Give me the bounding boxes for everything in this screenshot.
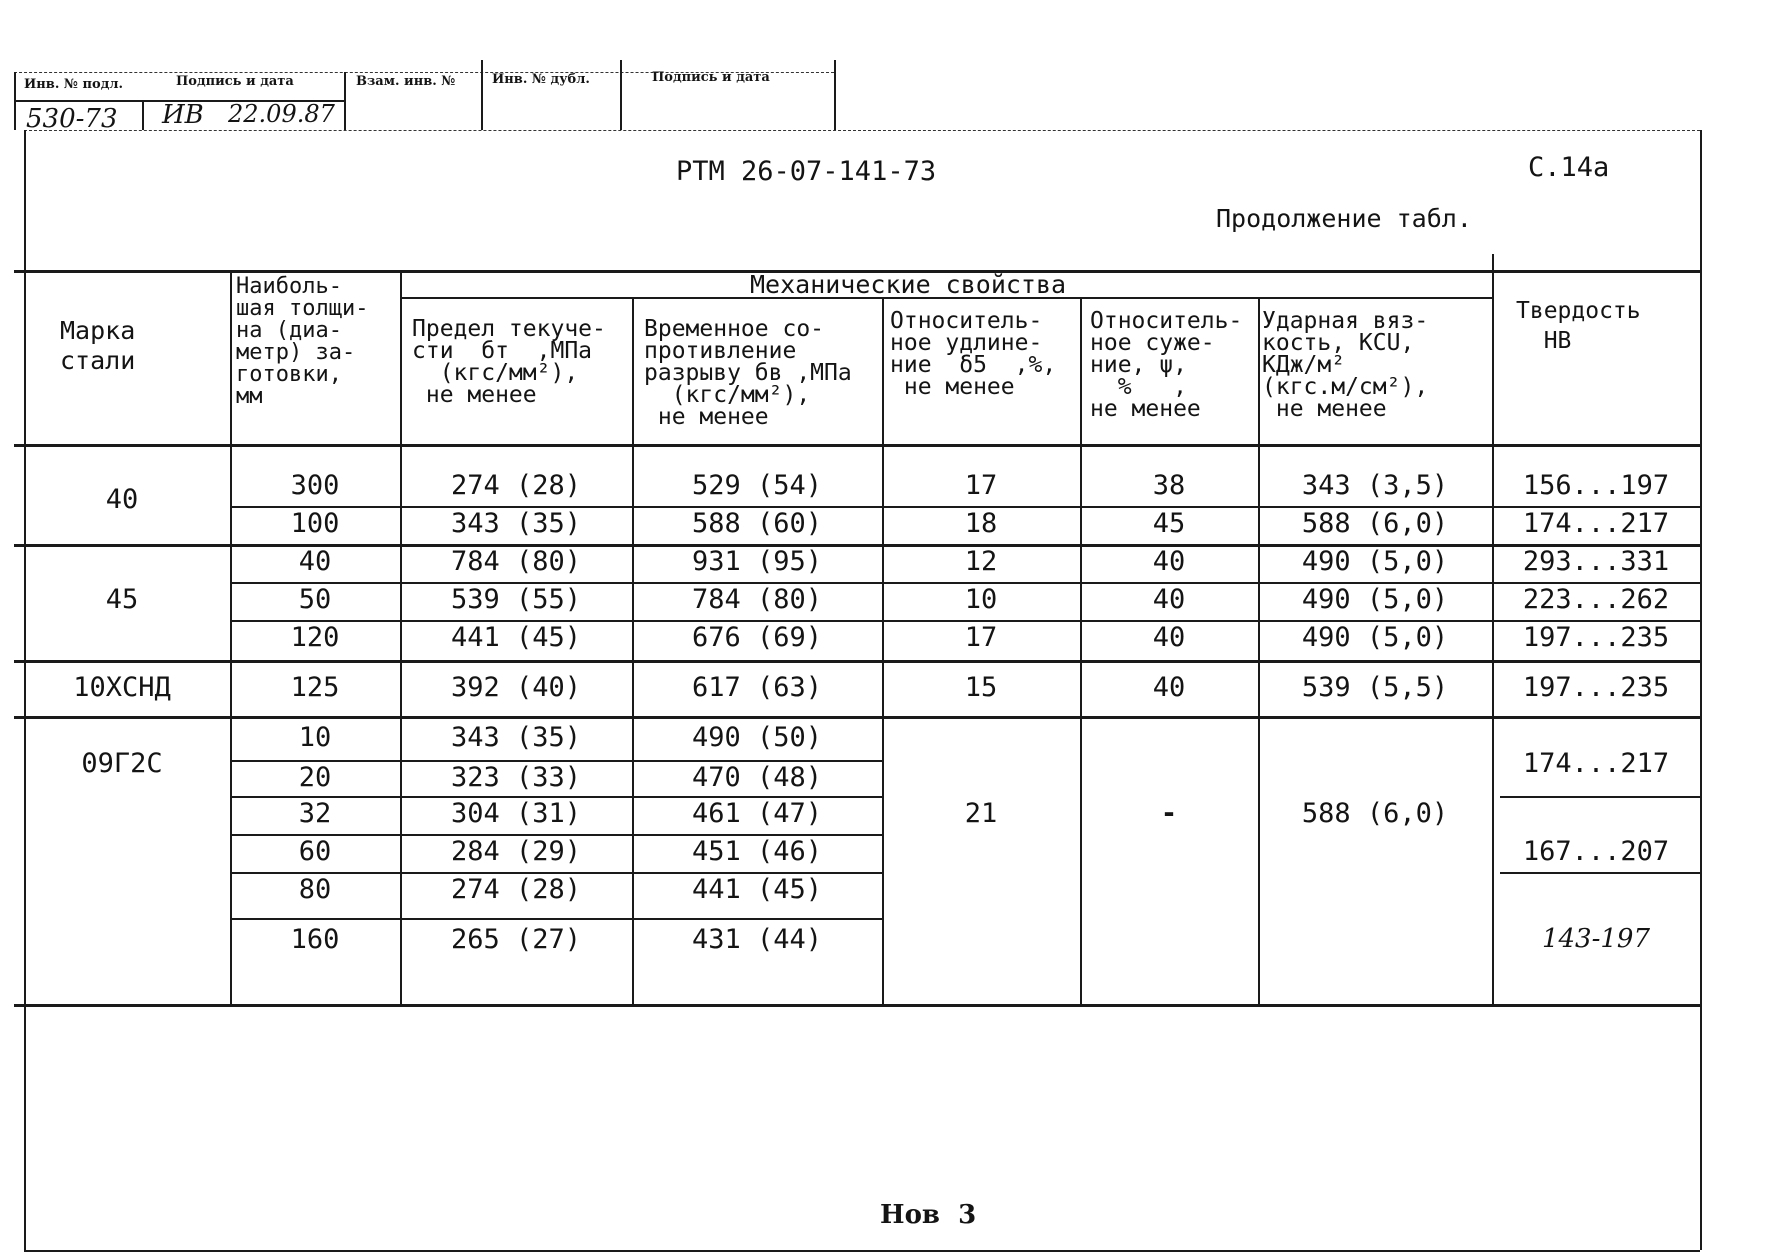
cell-elongation: 12 <box>964 546 998 577</box>
cell-yield: 539 (55) <box>450 584 582 615</box>
cell-elongation: 15 <box>964 672 998 703</box>
cell-thickness: 100 <box>290 508 340 539</box>
cell-hardness: 197...235 <box>1522 622 1670 653</box>
cell-elongation: 10 <box>964 584 998 615</box>
stamp-label-inv-orig: Инв. № подл. <box>24 77 124 92</box>
page-number: С.14а <box>1528 152 1610 183</box>
cell-thickness: 125 <box>290 672 340 703</box>
cell-hardness-a: 174...217 <box>1522 748 1670 779</box>
cell-yield: 343 (35) <box>450 722 582 753</box>
steel-grade-10hsnd: 10ХСНД <box>73 672 171 703</box>
cell-tensile: 431 (44) <box>691 924 823 955</box>
header-thickness: Наиболь- шая толщи- на (диа- метр) за- готовки, мм <box>236 274 369 409</box>
cell-tensile: 441 (45) <box>691 874 823 905</box>
cell-impact: 539 (5,5) <box>1301 672 1449 703</box>
cell-yield: 392 (40) <box>450 672 582 703</box>
cell-thickness: 10 <box>298 722 332 753</box>
cell-tensile: 784 (80) <box>691 584 823 615</box>
cell-hardness: 223...262 <box>1522 584 1670 615</box>
stamp-label-dup-inv: Инв. № дубл. <box>492 72 590 87</box>
cell-reduction: 45 <box>1152 508 1186 539</box>
cell-elongation: 17 <box>964 470 998 501</box>
cell-yield: 784 (80) <box>450 546 582 577</box>
cell-elongation-merged: 21 <box>964 798 998 829</box>
header-steel-grade: Марка стали <box>60 316 136 375</box>
cell-yield: 304 (31) <box>450 798 582 829</box>
table-continuation: Продолжение табл. <box>1216 204 1472 233</box>
cell-reduction: 40 <box>1152 584 1186 615</box>
cell-hardness: 197...235 <box>1522 672 1670 703</box>
cell-yield: 323 (33) <box>450 762 582 793</box>
stamp-inv-number: 530-73 <box>26 104 118 134</box>
cell-tensile: 451 (46) <box>691 836 823 867</box>
cell-reduction: 38 <box>1152 470 1186 501</box>
cell-tensile: 931 (95) <box>691 546 823 577</box>
cell-impact: 490 (5,0) <box>1301 622 1449 653</box>
steel-grade-40: 40 <box>105 484 139 515</box>
document-code: РТМ 26-07-141-73 <box>676 156 937 187</box>
cell-yield: 284 (29) <box>450 836 582 867</box>
header-mechanical-properties: Механические свойства <box>750 270 1067 299</box>
cell-yield: 441 (45) <box>450 622 582 653</box>
cell-yield: 274 (28) <box>450 874 582 905</box>
cell-thickness: 80 <box>298 874 332 905</box>
header-yield-strength: Предел текуче- сти бт ,МПа (кгс/мм²), не менее <box>412 316 606 408</box>
cell-tensile: 588 (60) <box>691 508 823 539</box>
steel-grade-45: 45 <box>105 584 139 615</box>
header-impact-toughness: Ударная вяз- кость, KCU, КДж/м² (кгс.м/см²), не менее <box>1262 308 1429 422</box>
cell-tensile: 470 (48) <box>691 762 823 793</box>
cell-elongation: 18 <box>964 508 998 539</box>
cell-elongation: 17 <box>964 622 998 653</box>
stamp-label-signature-date-2: Подпись и дата <box>652 70 770 85</box>
cell-thickness: 160 <box>290 924 340 955</box>
revision-note: Нов 3 <box>880 1200 977 1230</box>
stamp-date: 22.09.87 <box>228 100 335 128</box>
steel-grade-09g2s: 09Г2С <box>81 748 163 779</box>
header-elongation: Относитель- ное удлине- ние δ5 ,%, не менее <box>890 308 1057 400</box>
header-reduction: Относитель- ное суже- ние, ψ, % , не менее <box>1090 308 1243 422</box>
cell-tensile: 617 (63) <box>691 672 823 703</box>
cell-reduction-merged: - <box>1160 798 1178 829</box>
header-tensile-strength: Временное со- противление разрыву бв ,МПа (кгс/мм²), не менее <box>644 316 852 430</box>
header-hardness: Твердость НВ <box>1516 298 1641 354</box>
cell-reduction: 40 <box>1152 546 1186 577</box>
cell-thickness: 32 <box>298 798 332 829</box>
cell-reduction: 40 <box>1152 622 1186 653</box>
cell-tensile: 490 (50) <box>691 722 823 753</box>
stamp-label-signature-date: Подпись и дата <box>176 74 294 89</box>
stamp-label-replaced-inv: Взам. инв. № <box>356 74 456 89</box>
cell-tensile: 529 (54) <box>691 470 823 501</box>
cell-hardness-b: 167...207 <box>1522 836 1670 867</box>
cell-hardness: 293...331 <box>1522 546 1670 577</box>
cell-hardness: 156...197 <box>1522 470 1670 501</box>
cell-thickness: 50 <box>298 584 332 615</box>
cell-tensile: 461 (47) <box>691 798 823 829</box>
cell-impact-merged: 588 (6,0) <box>1301 798 1449 829</box>
cell-thickness: 300 <box>290 470 340 501</box>
cell-yield: 274 (28) <box>450 470 582 501</box>
cell-thickness: 120 <box>290 622 340 653</box>
cell-hardness: 174...217 <box>1522 508 1670 539</box>
cell-thickness: 20 <box>298 762 332 793</box>
cell-tensile: 676 (69) <box>691 622 823 653</box>
cell-thickness: 40 <box>298 546 332 577</box>
cell-reduction: 40 <box>1152 672 1186 703</box>
cell-yield: 343 (35) <box>450 508 582 539</box>
cell-impact: 343 (3,5) <box>1301 470 1449 501</box>
cell-hardness-handwritten: 143-197 <box>1541 924 1651 954</box>
cell-impact: 490 (5,0) <box>1301 546 1449 577</box>
stamp-signature: ИВ <box>162 100 204 130</box>
cell-impact: 490 (5,0) <box>1301 584 1449 615</box>
cell-yield: 265 (27) <box>450 924 582 955</box>
cell-impact: 588 (6,0) <box>1301 508 1449 539</box>
cell-thickness: 60 <box>298 836 332 867</box>
